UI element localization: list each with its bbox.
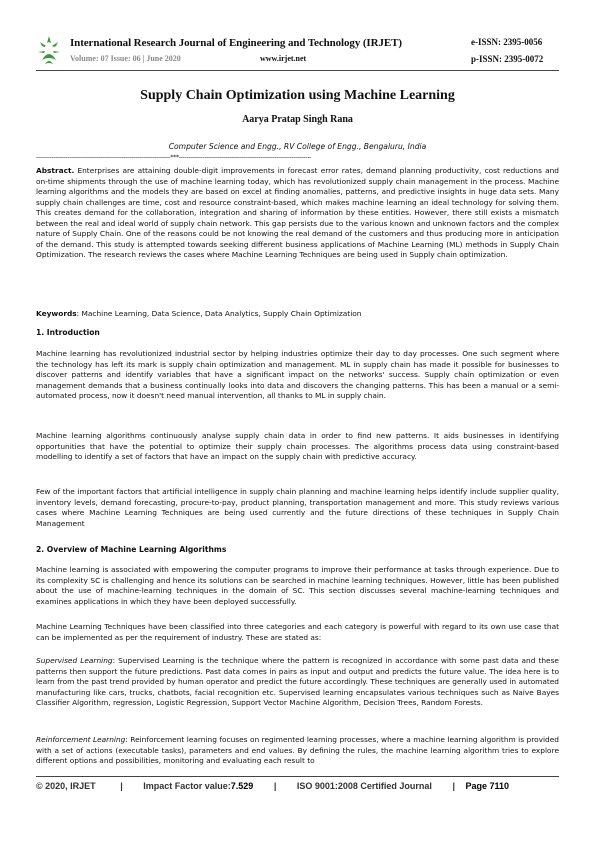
intro-paragraph-1: Machine learning has revolutionized industrial sector by helping industries optimize their day to day processes. One such segment where the technology has left its mark is supply chain optimization and management. ML in supply chain has made it possible for businesses to discover patterns and identify variables that have a significant impact on the networks' success. Supply chain optimization or even management demands that a business continually looks into data and discovers the changing patterns. This has been a manual or a semi-automated process, now it doesn't need manual intervention, all thanks to ML in supply chain. <box>36 349 559 400</box>
header-divider <box>36 70 559 71</box>
intro-paragraph-2: Machine learning algorithms continuously analyse supply chain data in order to find new patterns. It aids businesses in identifying opportunities that have the potential to optimize their supply chain processes. The algorithms process data using constraint-based modelling to identify a set of factors that have an impact on the supply chain with predictive accuracy. <box>36 431 559 461</box>
paper-author: Aarya Pratap Singh Rana <box>242 114 353 125</box>
keywords-label: Keywords <box>36 309 77 318</box>
reinforcement-learning-text: : Reinforcement learning focuses on regimented learning processes, where a machine learning algorithm is provided with a set of actions (executable tasks), parameters and end values. By defining the rules, the machine learning algorithm tries to explore different options and possibilities, monitoring and evaluating each result to <box>36 735 559 765</box>
journal-name: International Research Journal of Engineering and Technology (IRJET) <box>70 37 402 49</box>
section-heading-introduction: 1. Introduction <box>36 328 100 337</box>
abstract-label: Abstract. <box>36 166 75 175</box>
footer-iso: ISO 9001:2008 Certified Journal <box>296 781 432 791</box>
irjet-logo <box>36 34 62 70</box>
footer-separator: | <box>120 781 123 791</box>
footer-copyright: © 2020, IRJET <box>36 781 96 791</box>
supervised-learning-text: : Supervised Learning is the technique where the pattern is recognized in accordance with some past data and these patterns then support the future predictions. Past data comes in pairs as input and output and predicts the future value. The idea here is to learn from the past trend provided by human operator and predict the future accordingly. These techniques are generally used in automated manufacturing like cars, trucks, chatbots, facial recognition etc. Supervised learning encapsulates various techniques such as Naive Bayes Classifier Algorithm, regression, Logistic Regression, Support Vector Machine Algorithm, Decision Trees, Random Forests. <box>36 656 559 707</box>
footer-divider <box>36 776 559 777</box>
keywords <box>36 309 559 320</box>
reinforcement-learning-paragraph <box>36 735 559 767</box>
overview-paragraph-1: Machine learning is associated with empowering the computer programs to improve their performance at tasks through experience. Due to its complexity SC is challenging and hence its solutions can be searched in machine learning techniques. However, little has been published about the use of machine-learning techniques in the domain of SC. This section discusses several machine-learning techniques and examines applications in which they have been deployed successfully. <box>36 565 559 606</box>
author-affiliation: Computer Science and Engg., RV College of Engg., Bengaluru, India <box>168 142 427 151</box>
overview-paragraph-2: Machine Learning Techniques have been classified into three categories and each category is powerful with regard to its own use case that can be implemented as per the requirement of industry. These are stated as: <box>36 622 559 642</box>
footer-separator: | <box>452 781 455 791</box>
volume-issue: Volume: 07 Issue: 06 | June 2020 <box>70 54 181 63</box>
section-separator: ---------------------------------------------------------------------***-------------------------------------------------------------------- <box>36 153 312 161</box>
supervised-learning-label: Supervised Learning <box>36 656 113 665</box>
reinforcement-learning-label: Reinforcement Learning <box>36 735 126 744</box>
e-issn: e-ISSN: 2395-0056 <box>471 37 543 47</box>
footer-page-number: Page 7110 <box>465 781 510 791</box>
section-heading-overview: 2. Overview of Machine Learning Algorithms <box>36 545 227 554</box>
keywords-text: : Machine Learning, Data Science, Data Analytics, Supply Chain Optimization <box>76 309 362 318</box>
abstract <box>36 166 559 261</box>
intro-paragraph-3: Few of the important factors that artificial intelligence in supply chain planning and machine learning helps identify include supplier quality, inventory levels, demand forecasting, procure-to-pay, product planning, transportation management and more. This study reviews various cases where Machine Learning Techniques are being used currently and the future directions of these techniques in Supply Chain Management <box>36 487 559 528</box>
page-footer <box>36 781 559 791</box>
abstract-text: Enterprises are attaining double-digit improvements in forecast error rates, demand planning productivity, cost reductions and on-time shipments through the use of machine learning today, which has revolutionized supply chain management in the process. Machine learning algorithms and the models they are based on excel at finding anomalies, patterns, and predictive insights in huge data sets. Many supply chain challenges are time, cost and resource constraint-based, which makes machine learning an ideal technology for solving them. This creates demand for the collaboration, integration and sharing of information by these entities. However, there still exists a mismatch between the real and ideal world of supply chain network. This gap persists due to the various known and unknown factors and the complex nature of Supply Chain. One of the reasons could be not knowing the real demand of the customers and thus producing more in anticipation of the demand. This study is attempted towards seeking different business applications of Machine Learning (ML) methods in Supply Chain Optimization. The research reviews the cases where Machine Learning Techniques are being used in Supply chain optimization. <box>36 166 559 259</box>
paper-title: Supply Chain Optimization using Machine Learning <box>140 88 455 103</box>
p-issn: p-ISSN: 2395-0072 <box>471 54 544 64</box>
footer-separator: | <box>273 781 277 791</box>
impact-factor-label: Impact Factor value: <box>143 781 231 791</box>
impact-factor-value: 7.529 <box>230 781 254 791</box>
footer-impact-factor <box>143 781 253 791</box>
supervised-learning-paragraph <box>36 656 559 709</box>
journal-website[interactable]: www.irjet.net <box>260 54 307 63</box>
